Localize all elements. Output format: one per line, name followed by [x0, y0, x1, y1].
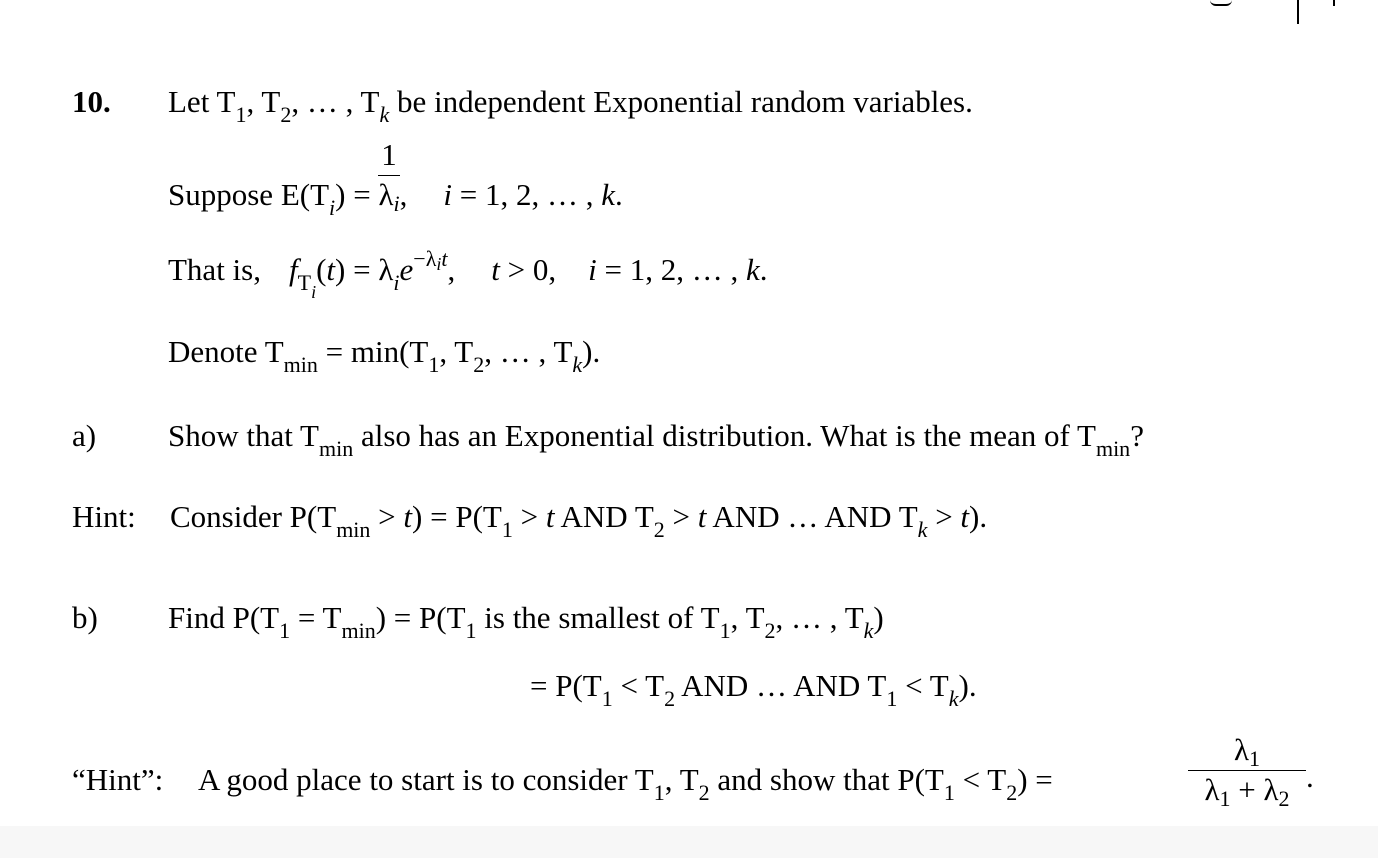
- part-b-line-1: Find $P(T_1 = T_{min}) = P(T_1$ is the smallest of $T_1$, $T_2$, … , $T_k$): [168, 600, 884, 643]
- expectation-statement: Suppose $E(T_i)$ = $\frac{1}{\lambda i}$ , i = 1, 2, … , k.: [168, 137, 623, 221]
- part-a-label: a): [72, 418, 97, 453]
- page-edge-line: [1333, 0, 1335, 6]
- page-edge-line: [1297, 0, 1299, 24]
- part-b-label: b): [72, 600, 98, 635]
- part-a-question: Show that $T_{min}$ also has an Exponential distribution. What is the mean of $T_{min}$?: [168, 418, 1144, 461]
- fraction-lambda-ratio: $\frac{\lambda 1}{\lambda 1 + \lambda 2}$ .: [1188, 738, 1314, 810]
- fraction-one-over-lambda: $\frac{1}{\lambda i}$: [378, 137, 400, 216]
- hint-b-label: “Hint”:: [72, 762, 164, 797]
- density-statement: That is, $f_{Ti}(t) = \lambda_ie^{-\lambda it}$, t > 0, i = 1, 2, … , k.: [168, 246, 768, 302]
- hint-a-label: Hint:: [72, 499, 136, 534]
- hint-b-text: A good place to start is to consider $T_1$, $T_2$ and show that $P(T_1 < T_2)$ =: [198, 762, 1053, 805]
- problem-intro: Let $T_1$, $T_2$, … , $T_k$ be independent Exponential random variables.: [168, 84, 973, 127]
- part-b-line-2: = $P(T_1 < T_2$ AND … AND $T_1 < T_k$).: [530, 668, 977, 711]
- problem-number: 10.: [72, 84, 111, 119]
- tmin-definition: Denote $T_{min} = \min(T_1$, $T_2$, … , $T_k$).: [168, 334, 601, 377]
- page-edge-mark: [1210, 0, 1232, 6]
- page-bottom-strip: [0, 826, 1378, 858]
- hint-a-text: Consider $P(T_{min} > t) = P(T_1 > t$ AND $T_2 > t$ AND … AND $T_k > t$).: [170, 499, 988, 542]
